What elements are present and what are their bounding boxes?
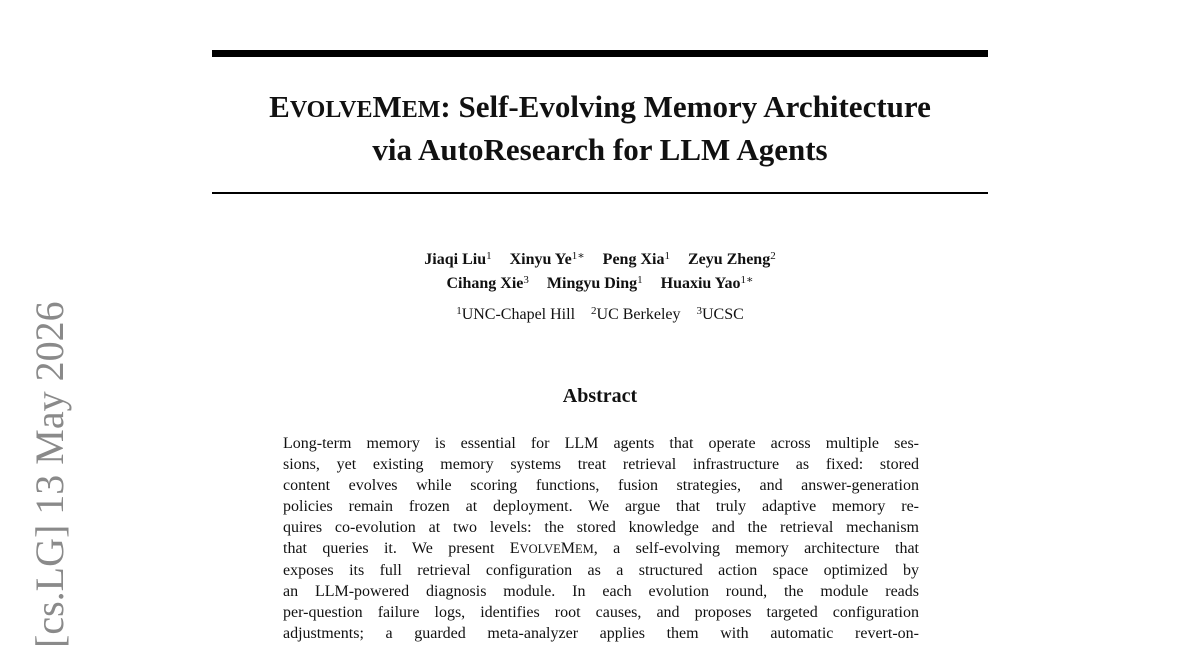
title-bottom-rule — [212, 192, 988, 194]
author-row-1 — [212, 248, 988, 272]
author: Peng Xia$^1$ — [602, 250, 670, 268]
author-row-2 — [212, 272, 988, 296]
affiliation: $^3$UCSC — [696, 305, 744, 323]
abstract-heading: Abstract — [562, 385, 638, 407]
paper-title — [212, 87, 988, 169]
abstract-line: exposes its full retrieval configuration as a structured action space optimized by — [283, 562, 919, 579]
abstract-line: that queries it. We present EVOLVEMEM, a self-evolving memory architecture that — [283, 540, 919, 557]
abstract-line: adjustments; a guarded meta-analyzer applies them with automatic revert-on- — [283, 625, 919, 642]
title-line-1: EVOLVEMEM: Self-Evolving Memory Architecture — [269, 89, 931, 124]
title-line-2: via AutoResearch for LLM Agents — [372, 132, 828, 167]
author: Huaxiu Yao$^{1∗}$ — [660, 274, 754, 292]
abstract-line: policies remain frozen at deployment. We argue that truly adaptive memory re- — [283, 498, 919, 515]
abstract-line: sions, yet existing memory systems treat retrieval infrastructure as fixed: stored — [283, 456, 919, 473]
abstract-line: per-question failure logs, identifies root causes, and proposes targeted configuration — [283, 604, 919, 621]
author: Jiaqi Liu$^1$ — [424, 250, 492, 268]
abstract-line: content evolves while scoring functions, fusion strategies, and answer-generation — [283, 477, 919, 494]
author-list — [212, 248, 988, 296]
abstract-line: an LLM-powered diagnosis module. In each evolution round, the module reads — [283, 583, 919, 600]
title-top-rule — [212, 50, 988, 57]
abstract-body — [283, 433, 919, 644]
affiliation: $^2$UC Berkeley — [591, 305, 681, 323]
abstract-line: quires co-evolution at two levels: the stored knowledge and the retrieval mechanism — [283, 519, 919, 536]
author: Cihang Xie$^3$ — [446, 274, 529, 292]
author: Zeyu Zheng$^2$ — [687, 250, 776, 268]
affiliation: $^1$UNC-Chapel Hill — [456, 305, 576, 323]
abstract-line: Long-term memory is essential for LLM agents that operate across multiple ses- — [283, 435, 919, 452]
author: Mingyu Ding$^1$ — [546, 274, 643, 292]
affiliation-list — [212, 303, 988, 327]
arxiv-side-stamp: [cs.LG] 13 May 2026 — [27, 301, 72, 648]
author: Xinyu $Ye^{1∗}$ — [509, 250, 585, 268]
